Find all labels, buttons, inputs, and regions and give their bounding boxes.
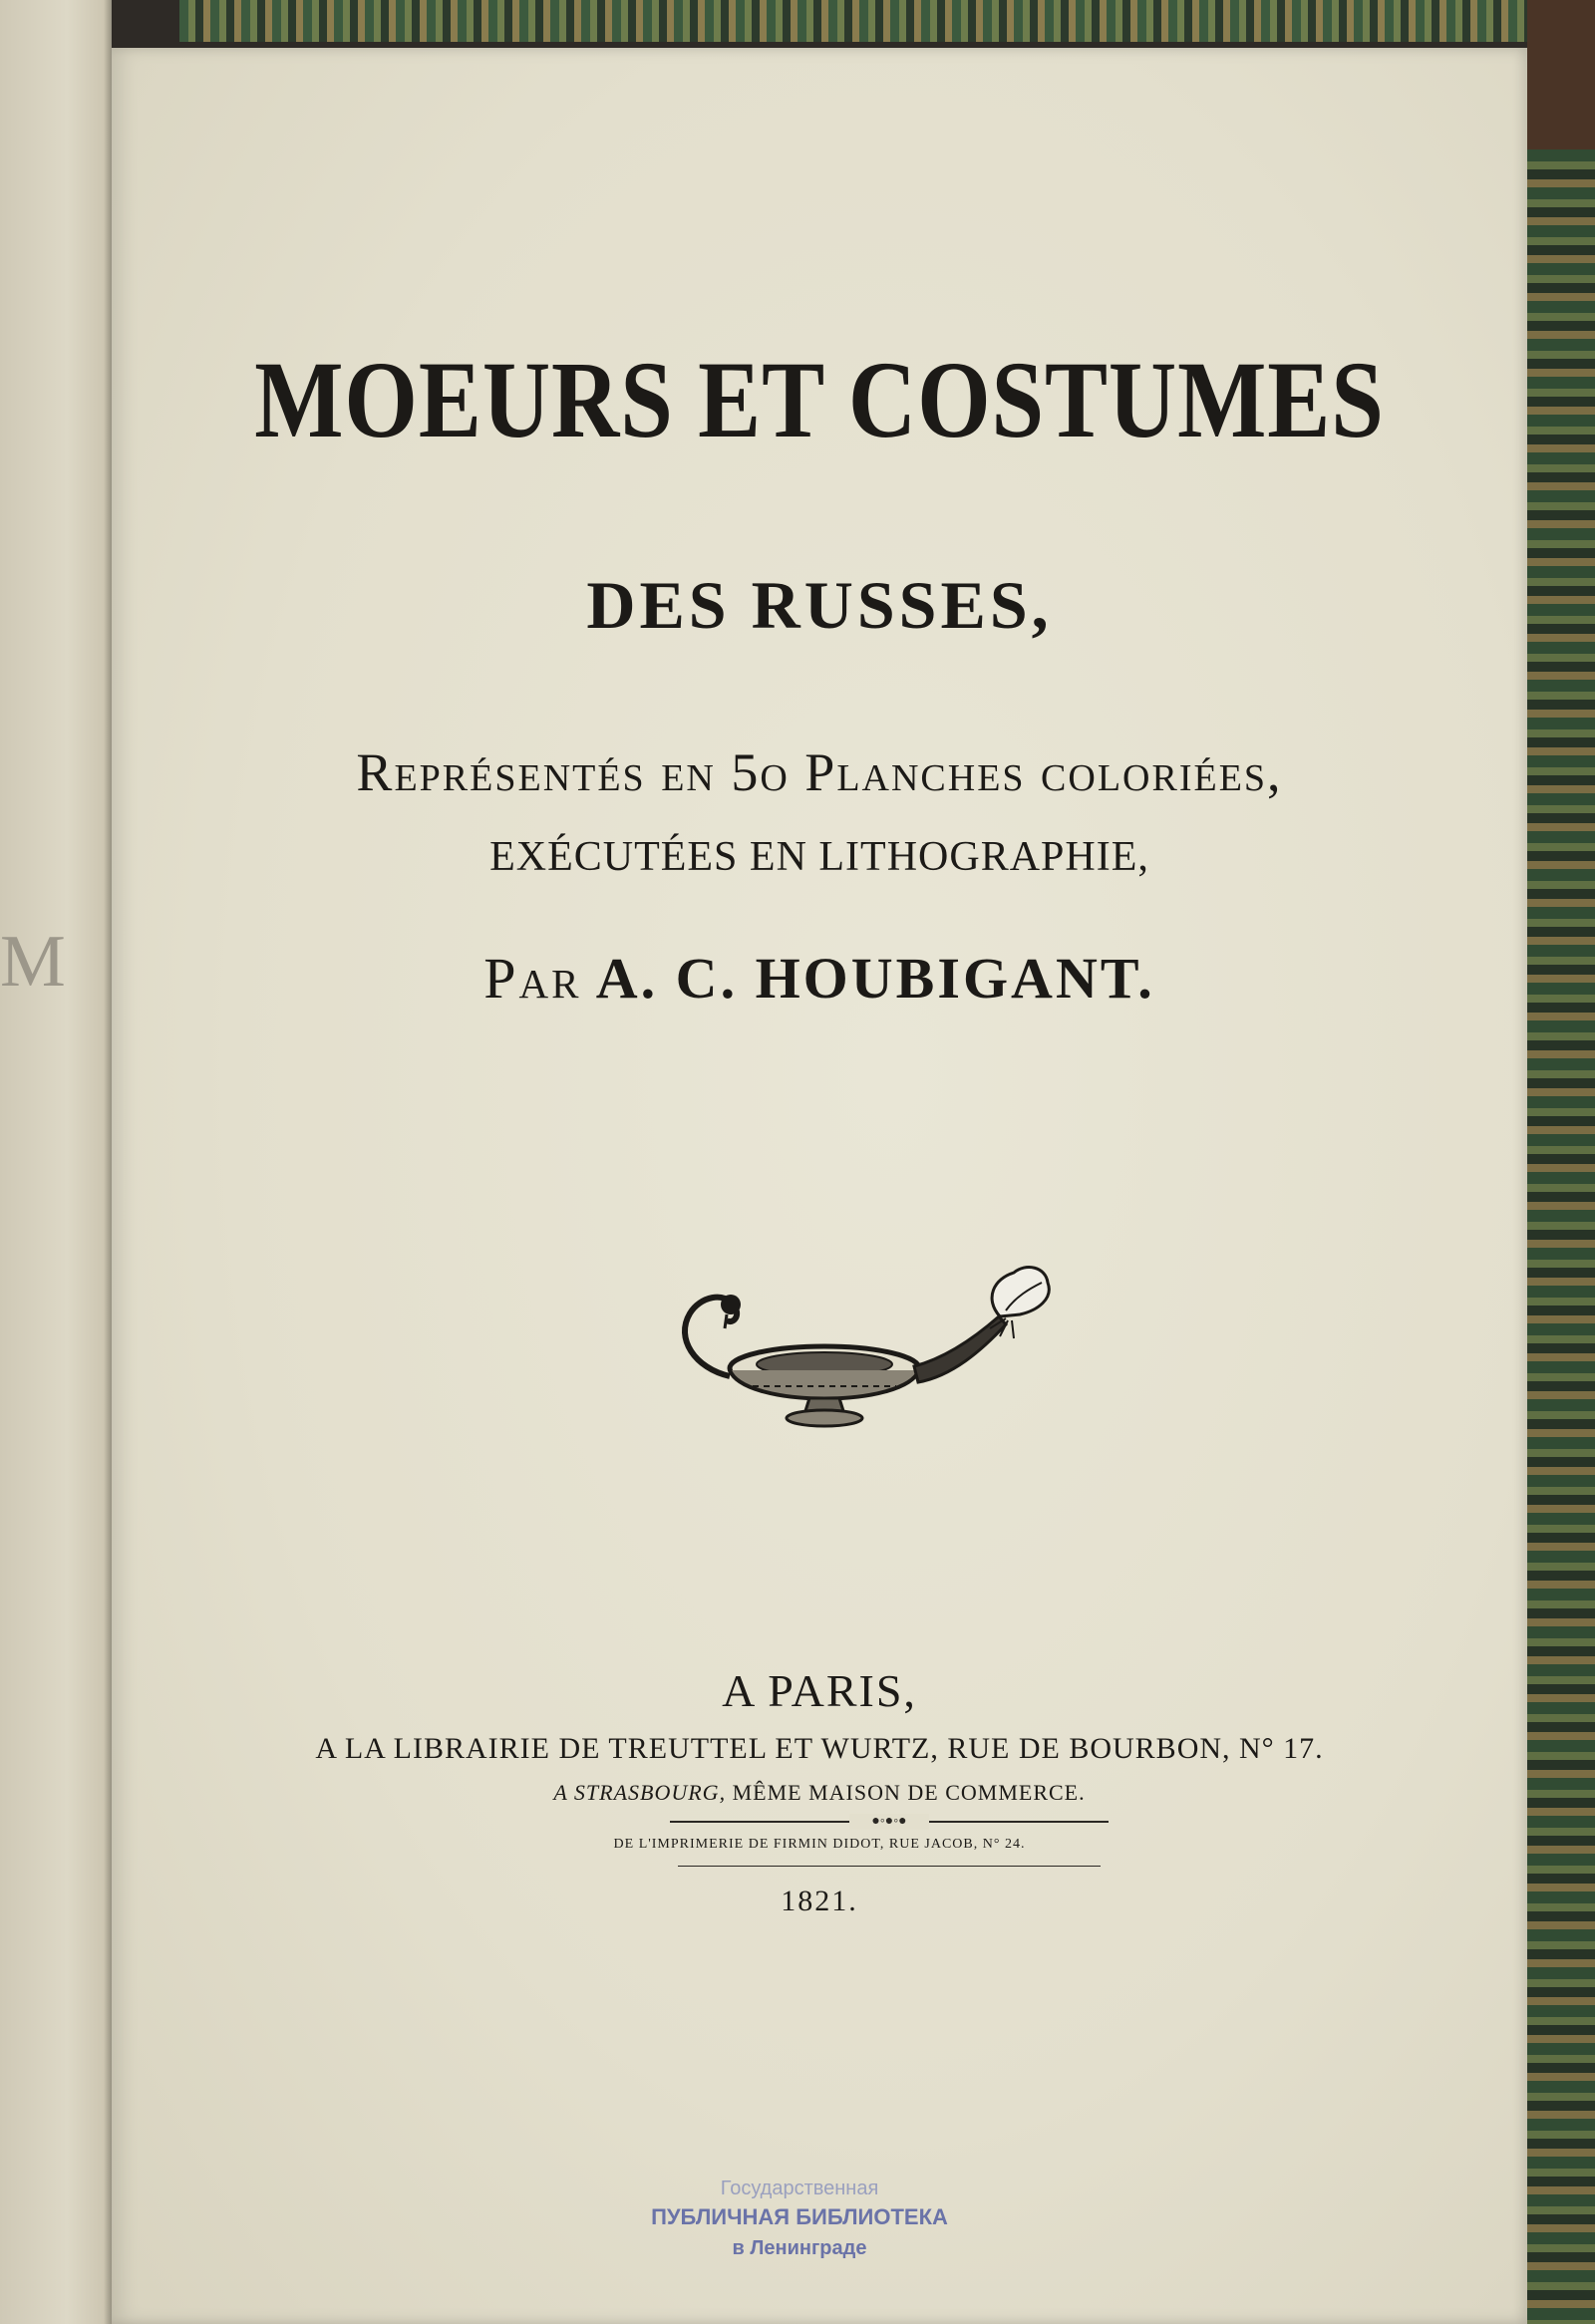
stamp-line-1: Государственная: [720, 2178, 879, 2199]
execution-description: EXÉCUTÉES EN LITHOGRAPHIE,: [489, 834, 1149, 880]
author-prefix: Par: [483, 946, 582, 1011]
title-page: [112, 48, 1527, 2324]
book-title: MOEURS ET COSTUMES: [254, 339, 1385, 460]
imprint-branch: [112, 1780, 1527, 1806]
thin-rule: [678, 1866, 1101, 1867]
oil-lamp-icon: [635, 1259, 1054, 1433]
book-subtitle: DES RUSSES,: [586, 567, 1053, 643]
author-line: [112, 945, 1527, 1012]
printer-line: DE L'IMPRIMERIE DE FIRMIN DIDOT, RUE JACOB, N° 24.: [613, 1837, 1026, 1852]
imprint-city: A PARIS,: [722, 1665, 917, 1716]
page-fold-shadow: [104, 0, 112, 2324]
plates-description: Représentés en 5o Planches coloriées,: [356, 742, 1283, 802]
marbled-endpaper-right: [1527, 149, 1595, 2324]
author-name: A. C. HOUBIGANT.: [595, 946, 1155, 1011]
left-page-edge: [0, 0, 112, 2324]
stamp-line-3: в Ленинграде: [732, 2237, 867, 2259]
imprint-publisher: A LA LIBRAIRIE DE TREUTTEL ET WURTZ, RUE DE BOURBON, N° 17.: [315, 1732, 1324, 1765]
cover-board: [1527, 0, 1595, 149]
marbled-endpaper-top: [179, 0, 1595, 42]
left-page-mark: M: [0, 921, 60, 1003]
publication-year: 1821.: [781, 1885, 858, 1917]
stamp-line-2: ПУБЛИЧНАЯ БИБЛИОТЕКА: [651, 2204, 948, 2229]
imprint-branch-city: A STRASBOURG,: [553, 1780, 727, 1805]
imprint-branch-rest: MÊME MAISON DE COMMERCE.: [726, 1780, 1086, 1805]
rule-ornament-icon: ●◦●◦●: [849, 1814, 929, 1830]
library-stamp: [640, 2176, 959, 2263]
